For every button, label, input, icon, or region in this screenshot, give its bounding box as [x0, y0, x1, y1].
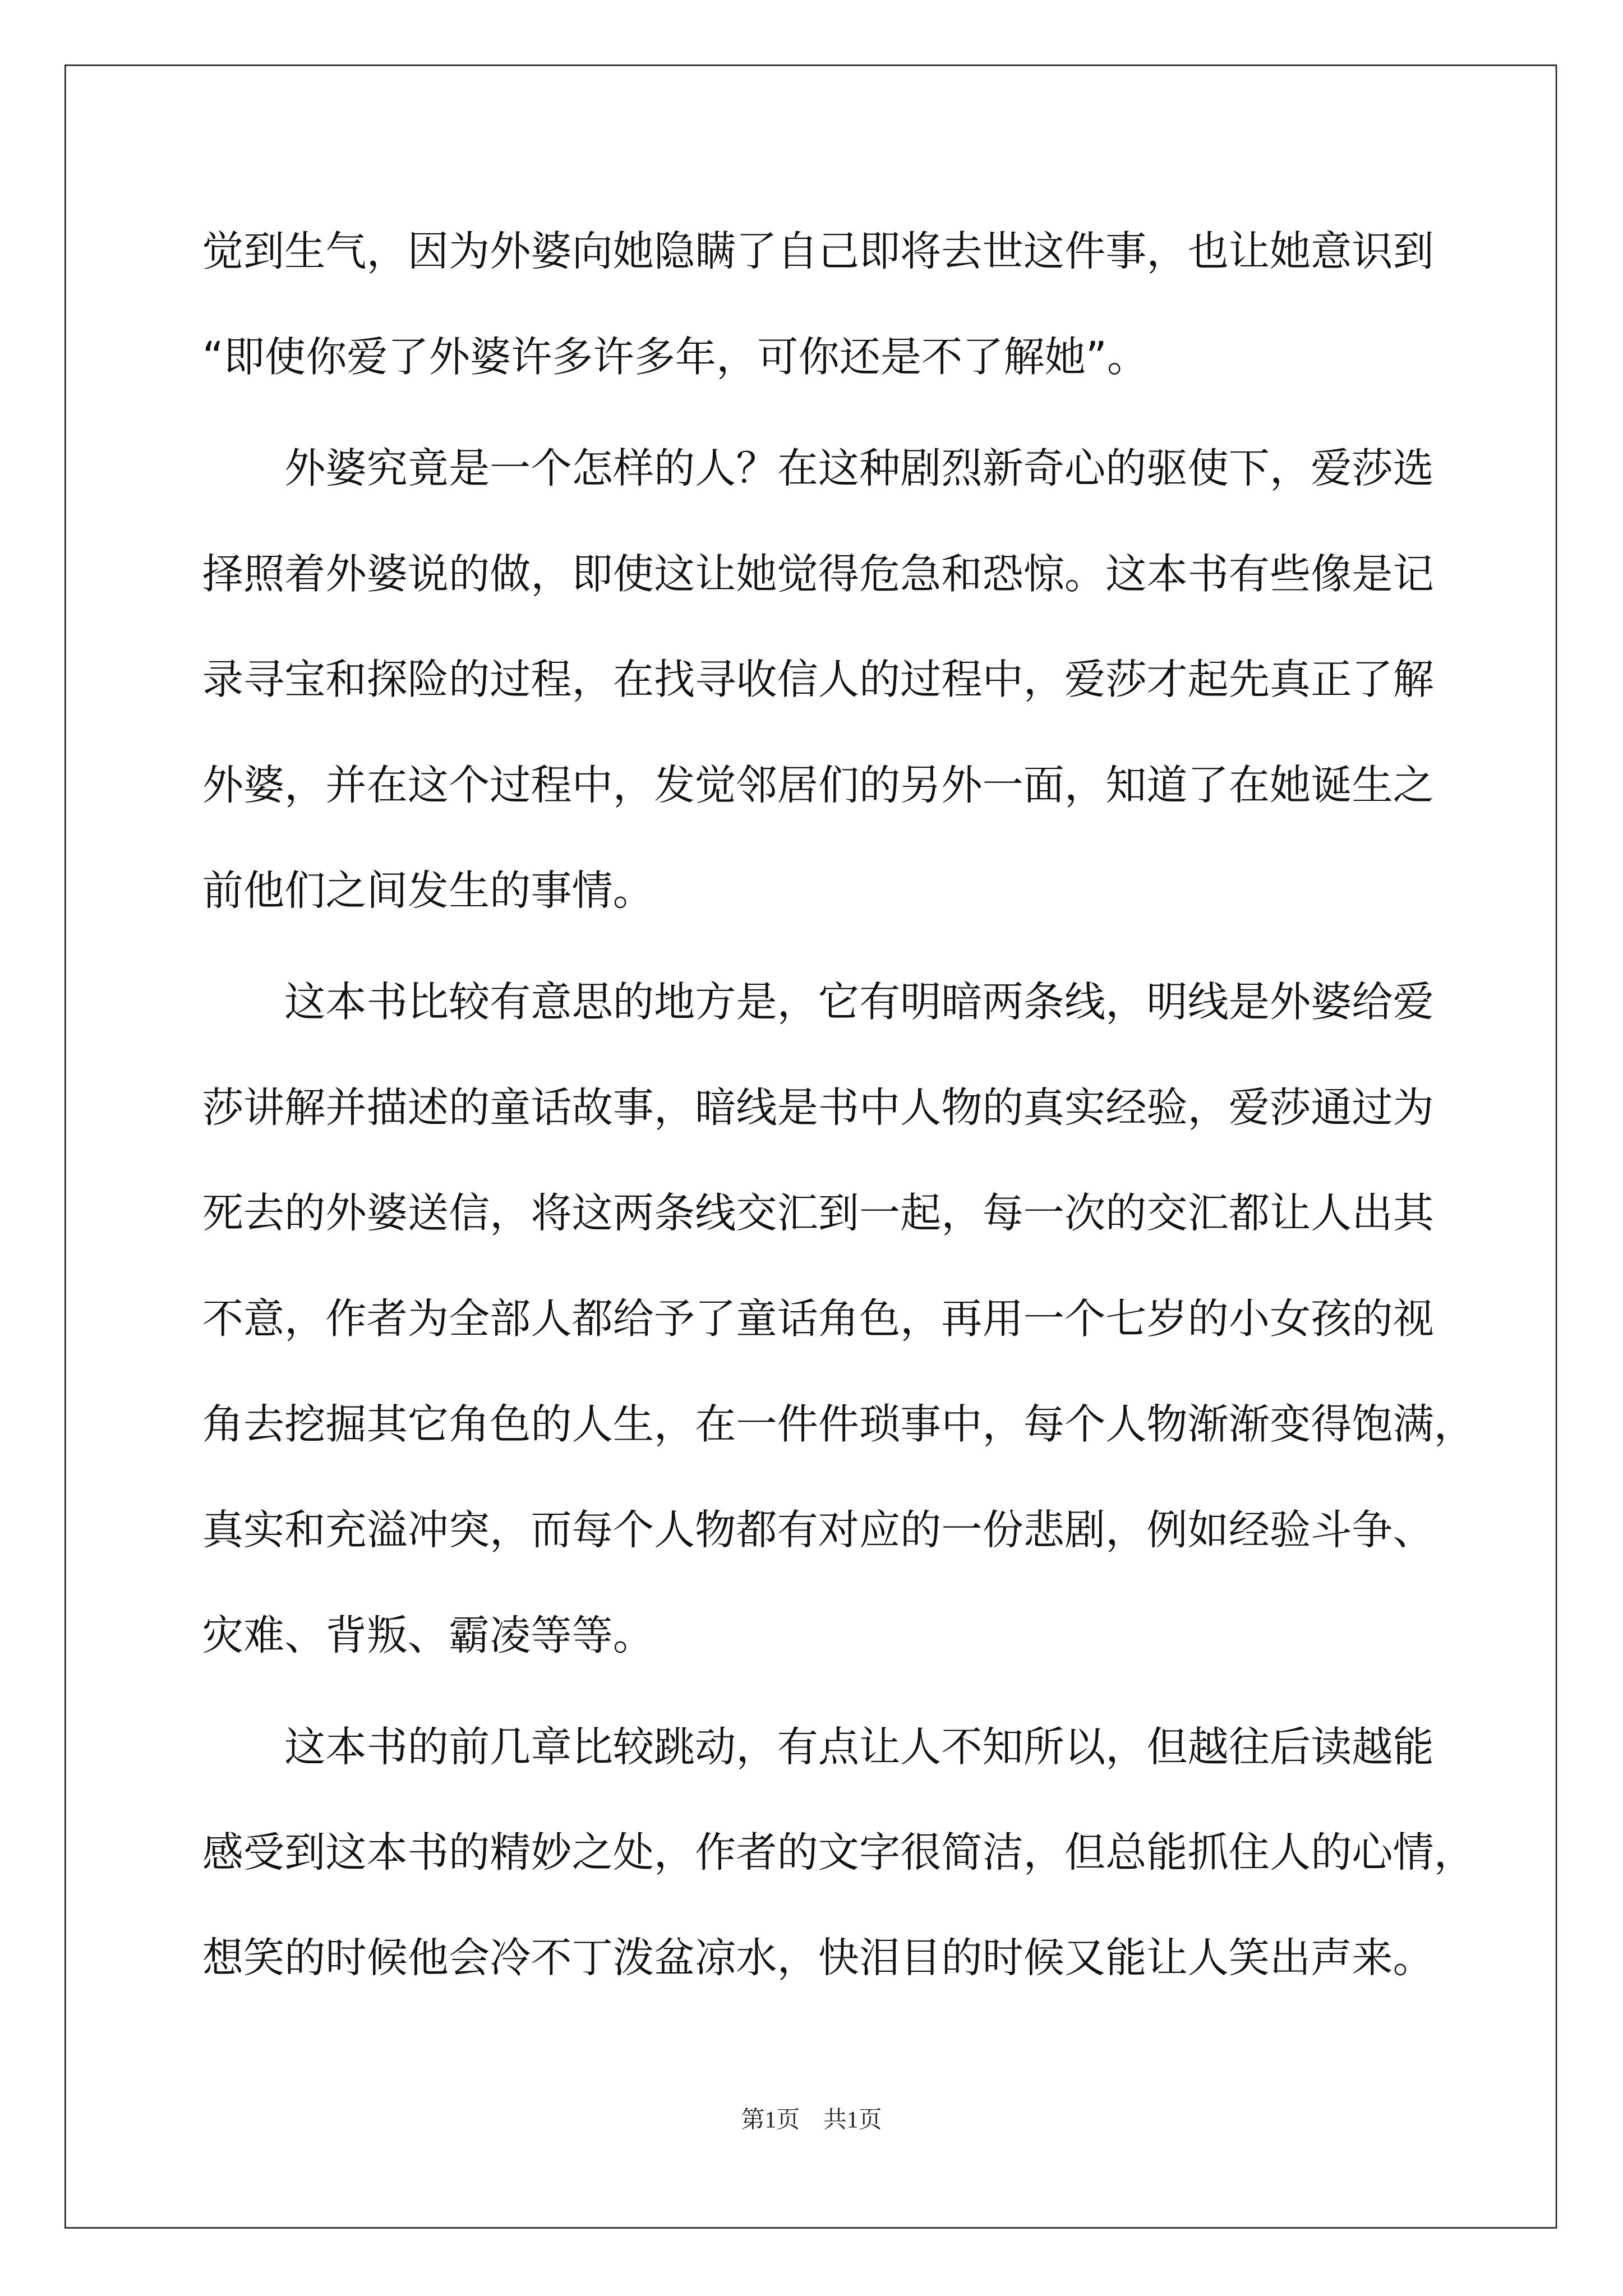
paragraph-line: 死去的外婆送信，将这两条线交汇到一起，每一次的交汇都让人出其	[202, 1189, 1434, 1238]
paragraph-line: “即使你爱了外婆许多许多年，可你还是不了解她”。	[202, 333, 1149, 381]
paragraph-line: 前他们之间发生的事情。	[202, 866, 654, 915]
paragraph-line: 觉到生气，因为外婆向她隐瞒了自己即将去世这件事，也让她意识到	[202, 227, 1434, 276]
paragraph-line: 角去挖掘其它角色的人生，在一件件琐事中，每个人物渐渐变得饱满，	[202, 1400, 1476, 1449]
paragraph-line: 感受到这本书的精妙之处，作者的文字很简洁，但总能抓住人的心情，	[202, 1828, 1476, 1877]
paragraph-line: 灾难、背叛、霸凌等等。	[202, 1611, 654, 1660]
paragraph-line: 莎讲解并描述的童话故事，暗线是书中人物的真实经验，爱莎通过为	[202, 1083, 1434, 1132]
paragraph-line: 想笑的时候他会冷不丁泼盆凉水，快泪目的时候又能让人笑出声来。	[202, 1934, 1434, 1983]
paragraph-line: 这本书比较有意思的地方是，它有明暗两条线，明线是外婆给爱	[284, 978, 1434, 1027]
paragraph-line: 择照着外婆说的做，即使这让她觉得危急和恐惊。这本书有些像是记	[202, 550, 1434, 598]
paragraph-line: 真实和充溢冲突，而每个人物都有对应的一份悲剧，例如经验斗争、	[202, 1505, 1434, 1555]
paragraph-line: 这本书的前几章比较跳动，有点让人不知所以，但越往后读越能	[284, 1722, 1434, 1772]
paragraph-line: 不意，作者为全部人都给予了童话角色，再用一个七岁的小女孩的视	[202, 1294, 1434, 1343]
paragraph-line: 外婆，并在这个过程中，发觉邻居们的另外一面，知道了在她诞生之	[202, 760, 1434, 810]
paragraph-line: 外婆究竟是一个怎样的人？在这种剧烈新奇心的驱使下，爱莎选	[284, 444, 1434, 493]
page-number-footer: 第1页 共1页	[741, 2108, 882, 2133]
paragraph-line: 录寻宝和探险的过程，在找寻收信人的过程中，爱莎才起先真正了解	[202, 655, 1434, 704]
